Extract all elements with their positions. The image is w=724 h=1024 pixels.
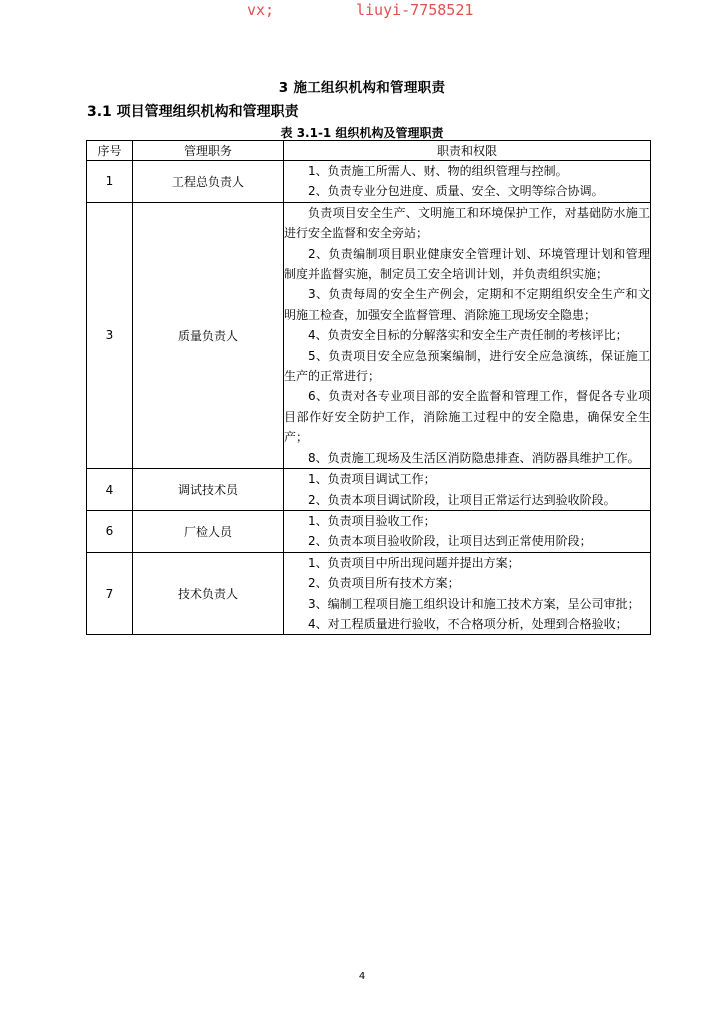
duty-item: 6、负责对各专业项目部的安全监督和管理工作，督促各专业项目部作好安全防护工作，消除施工过程中的安全隐患，确保安全生产； xyxy=(284,389,650,445)
chapter-title: 3 施工组织机构和管理职责 xyxy=(278,80,446,96)
duty-item: 负责项目安全生产、文明施工和环境保护工作，对基础防水施工进行安全监督和安全旁站； xyxy=(284,205,650,241)
watermark-left: vx; xyxy=(247,1,275,19)
duty-item: 2、负责专业分包进度、质量、安全、文明等综合协调。 xyxy=(308,184,604,199)
table-row xyxy=(87,202,651,468)
responsibility-table xyxy=(86,140,651,635)
section-title: 3.1 项目管理组织机构和管理职责 xyxy=(87,104,299,120)
duty-item: 1、负责施工所需人、财、物的组织管理与控制。 xyxy=(308,164,568,178)
duty-item: 3、负责每周的安全生产例会，定期和不定期组织安全生产和文明施工检查，加强安全监督管理、消除施工现场安全隐患； xyxy=(284,287,650,322)
header-number: 序号 xyxy=(87,141,133,161)
table-caption: 表 3.1-1 组织机构及管理职责 xyxy=(280,126,444,140)
header-role: 管理职务 xyxy=(133,141,284,161)
header-duties: 职责和权限 xyxy=(284,141,651,161)
duty-item: 2、负责本项目调试阶段，让项目正常运行达到验收阶段。 xyxy=(308,492,616,507)
row-duties xyxy=(284,552,651,635)
duty-item: 4、对工程质量进行验收，不合格项分析，处理到合格验收； xyxy=(308,616,628,631)
duty-item: 1、负责项目调试工作； xyxy=(308,472,436,487)
watermark-right: liuyi-7758521 xyxy=(356,1,474,19)
duty-item: 1、负责项目中所出现问题并提出方案； xyxy=(308,555,520,570)
duty-item: 2、负责本项目验收阶段，让项目达到正常使用阶段； xyxy=(308,534,592,549)
watermark xyxy=(0,0,724,22)
duty-item: 2、负责项目所有技术方案； xyxy=(308,576,460,591)
table-row xyxy=(87,161,651,203)
page-number: 4 xyxy=(358,971,366,982)
row-role: 调试技术员 xyxy=(133,469,284,511)
duty-item: 3、编制工程项目施工组织设计和施工技术方案，呈公司审批； xyxy=(308,596,640,611)
table-row xyxy=(87,510,651,552)
table-row xyxy=(87,552,651,635)
row-duties xyxy=(284,510,651,552)
duty-item: 5、负责项目安全应急预案编制，进行安全应急演练，保证施工生产的正常进行； xyxy=(284,348,650,384)
row-duties xyxy=(284,161,651,203)
row-duties xyxy=(284,469,651,511)
row-duties xyxy=(284,202,651,468)
row-role: 工程总负责人 xyxy=(133,161,284,203)
table-header-row xyxy=(87,141,651,161)
row-number: 6 xyxy=(87,510,133,552)
row-number: 4 xyxy=(87,469,133,511)
row-number: 3 xyxy=(87,202,133,468)
row-role: 技术负责人 xyxy=(133,552,284,635)
duty-item: 2、负责编制项目职业健康安全管理计划、环境管理计划和管理制度并监督实施，制定员工安全培训计划，并负责组织实施； xyxy=(284,246,650,282)
row-role: 厂检人员 xyxy=(133,510,284,552)
row-number: 1 xyxy=(87,161,133,203)
row-role: 质量负责人 xyxy=(133,202,284,468)
table-row xyxy=(87,469,651,511)
duty-item: 4、负责安全目标的分解落实和安全生产责任制的考核评比； xyxy=(308,328,628,343)
duty-item: 8、负责施工现场及生活区消防隐患排查、消防器具维护工作。 xyxy=(308,450,640,465)
duty-item: 1、负责项目验收工作； xyxy=(308,513,436,528)
row-number: 7 xyxy=(87,552,133,635)
